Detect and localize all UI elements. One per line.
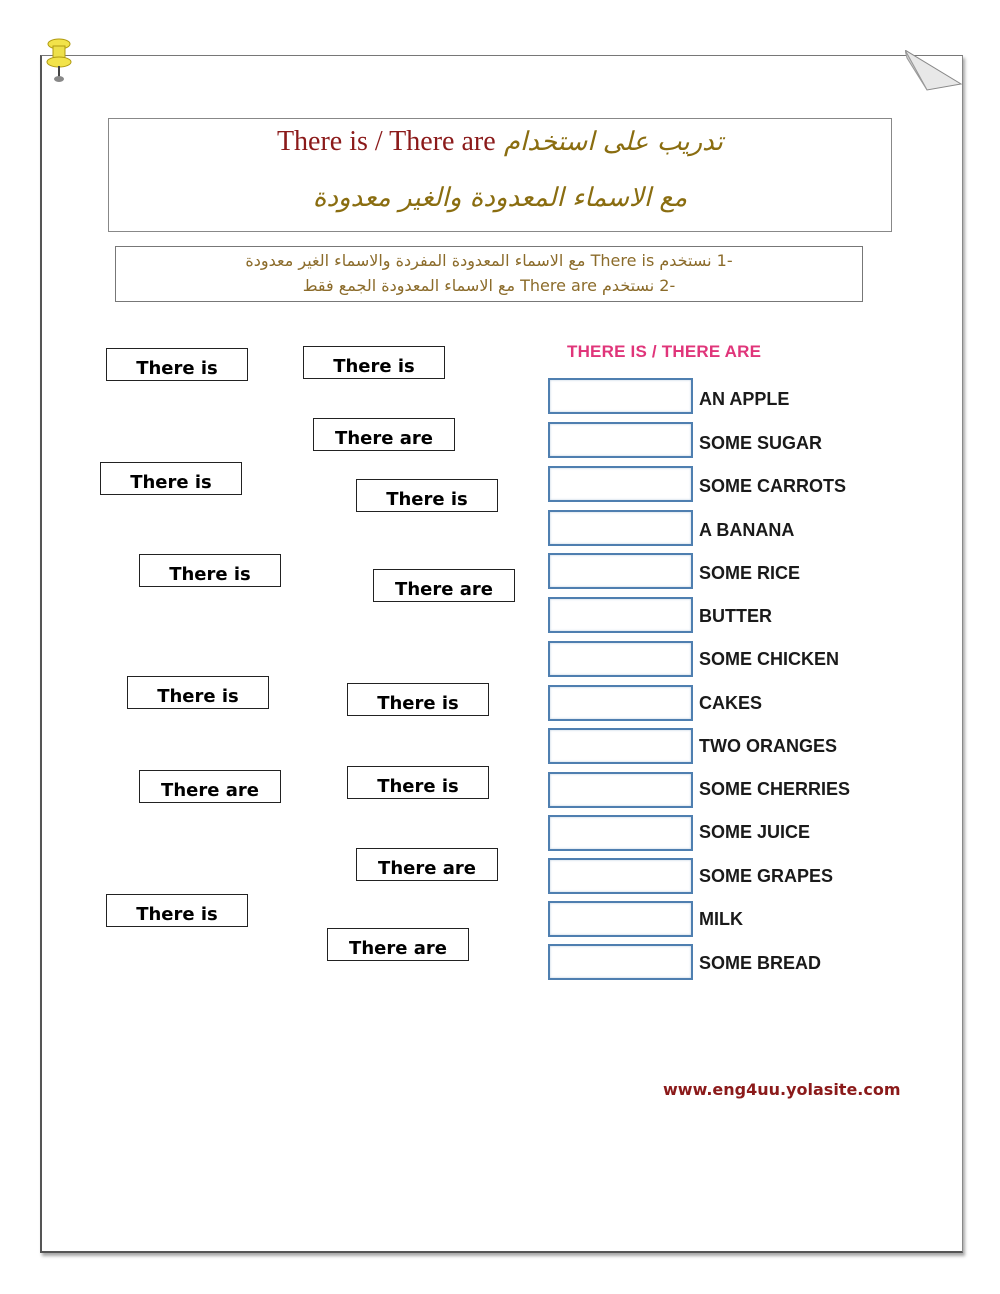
answer-tile[interactable]: There is (106, 894, 248, 927)
drop-slot[interactable] (548, 858, 693, 894)
item-label: SOME GRAPES (699, 866, 834, 886)
item-label: SOME CHICKEN (699, 649, 840, 669)
item-label: CAKES (699, 693, 763, 713)
rule-text: -2 نستخدم There are مع الاسماء المعدودة الجمع فقط (302, 276, 676, 295)
answer-tile[interactable]: There is (100, 462, 242, 495)
answer-tile[interactable]: There are (313, 418, 455, 451)
item-label: A BANANA (699, 520, 795, 540)
item-label: TWO ORANGES (699, 736, 837, 756)
page-subtitle: مع الاسماء المعدودة والغير معدودة (312, 183, 688, 213)
item-label: SOME BREAD (699, 953, 822, 973)
answer-tile[interactable]: There are (327, 928, 469, 961)
item-label: AN APPLE (699, 389, 790, 409)
item-label: BUTTER (699, 606, 772, 626)
website-link[interactable]: www.eng4uu.yolasite.com (663, 1080, 901, 1099)
item-label: SOME JUICE (699, 822, 811, 842)
drop-slot[interactable] (548, 772, 693, 808)
drop-slot[interactable] (548, 422, 693, 458)
item-label: SOME CARROTS (699, 476, 847, 496)
answer-tile[interactable]: There is (303, 346, 445, 379)
drop-slot[interactable] (548, 553, 693, 589)
answer-tile[interactable]: There is (127, 676, 269, 709)
drop-slot[interactable] (548, 685, 693, 721)
answer-tile[interactable]: There is (139, 554, 281, 587)
drop-slot[interactable] (548, 728, 693, 764)
section-title: THERE IS / THERE ARE (567, 342, 762, 361)
item-label: MILK (699, 909, 743, 929)
page-curl-icon (905, 50, 963, 92)
drop-slot[interactable] (548, 597, 693, 633)
answer-tile[interactable]: There is (347, 683, 489, 716)
drop-slot[interactable] (548, 944, 693, 980)
item-label: SOME SUGAR (699, 433, 823, 453)
drop-slot[interactable] (548, 466, 693, 502)
rules-box (115, 246, 863, 302)
answer-tile[interactable]: There are (356, 848, 498, 881)
title-english: There is / There are (276, 126, 496, 157)
answer-tile[interactable]: There is (106, 348, 248, 381)
pushpin-icon (42, 38, 76, 86)
title-arabic: تدريب على استخدام (503, 127, 724, 157)
answer-tile[interactable]: There are (373, 569, 515, 602)
item-label: SOME CHERRIES (699, 779, 851, 799)
answer-tile[interactable]: There is (356, 479, 498, 512)
drop-slot[interactable] (548, 901, 693, 937)
drop-slot[interactable] (548, 641, 693, 677)
page-title (109, 125, 891, 159)
item-label: SOME RICE (699, 563, 801, 583)
answer-tile[interactable]: There are (139, 770, 281, 803)
drop-slot[interactable] (548, 815, 693, 851)
drop-slot[interactable] (548, 510, 693, 546)
rule-text: -1 نستخدم There is مع الاسماء المعدودة المفردة والاسماء الغير معدودة (245, 251, 733, 270)
drop-slot[interactable] (548, 378, 693, 414)
title-box (108, 118, 892, 232)
answer-tile[interactable]: There is (347, 766, 489, 799)
